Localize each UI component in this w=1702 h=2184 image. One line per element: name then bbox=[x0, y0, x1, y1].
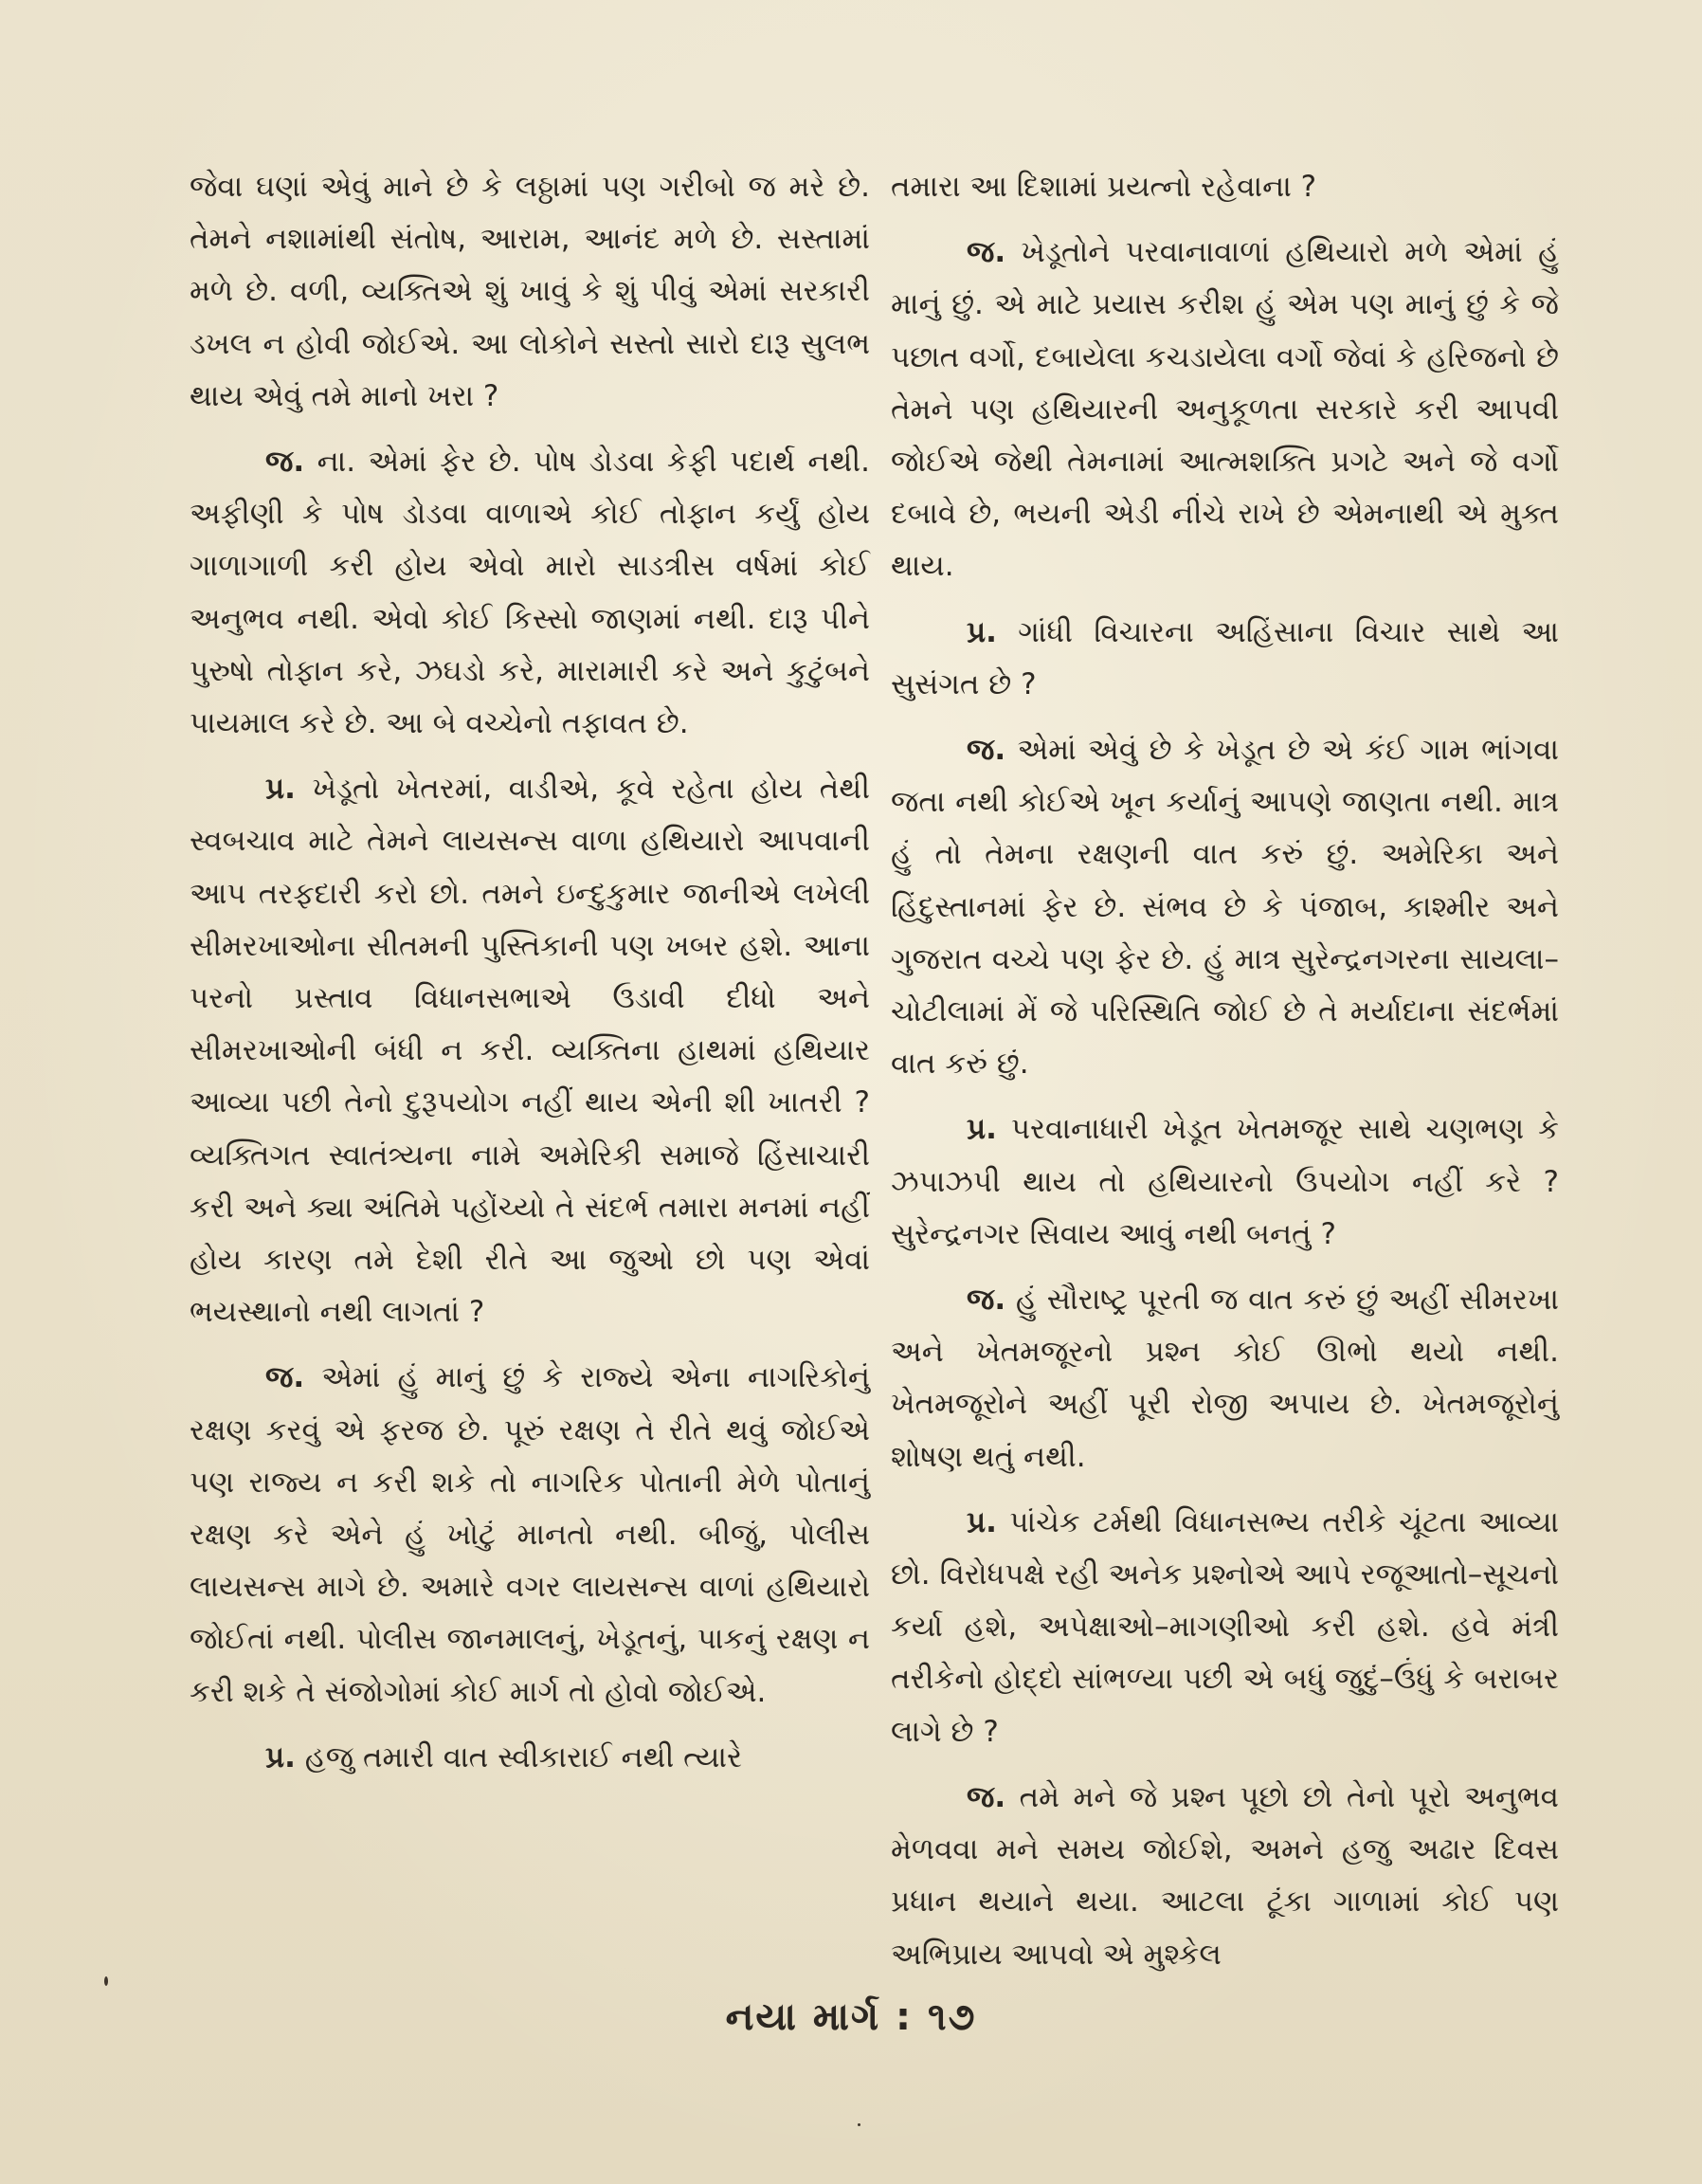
paragraph: પ્ર. હજુ તમારી વાત સ્વીકારાઈ નથી ત્યારે bbox=[265, 1739, 743, 1774]
paragraph: જ. એમાં હું માનું છું કે રાજ્યે એના નાગરિકોનું રક્ષણ કરવું એ ફરજ છે. પૂરું રક્ષણ તે રીતે થવું જોઈએ પણ રાજ્ય ન કરી શકે તો નાગરિક પોતાની મેળે પોતાનું રક્ષણ કરે એને હું ખોટું માનતો નથી. બીજું, પોલીસ લાયસન્સ માગે છે. અમારે વગર લાયસન્સ વાળાં હથિયારો જોઈતાં નથી. પોલીસ જાનમાલનું, ખેડૂતનું, પાકનું રક્ષણ ન કરી શકે તે સંજોગોમાં કોઈ માર્ગ તો હોવો જોઈએ. bbox=[190, 1360, 870, 1709]
paper-speck bbox=[1196, 493, 1199, 496]
right-text-column bbox=[891, 161, 1559, 1981]
paper-speck bbox=[858, 2123, 860, 2126]
question-marker: પ્ર. bbox=[967, 1112, 997, 1147]
paragraph: પ્ર. ખેડૂતો ખેતરમાં, વાડીએ, કૂવે રહેતા હોય તેથી સ્વબચાવ માટે તેમને લાયસન્સ વાળા હથિયારો આપવાની આપ તરફદારી કરો છો. તમને ઇન્દુકુમાર જાનીએ લખેલી સીમરખાઓના સીતમની પુસ્તિકાની પણ ખબર હશે. આના પરનો પ્રસ્તાવ વિધાનસભાએ ઉડાવી દીધો અને સીમરખાઓની બંધી ન કરી. વ્યક્તિના હાથમાં હથિયાર આવ્યા પછી તેનો દુરૂપયોગ નહીં થાય એની શી ખાતરી ? વ્યક્તિગત સ્વાતંત્ર્યના નામે અમેરિકી સમાજે હિંસાચારી કરી અને ક્યા અંતિમે પહોંચ્યો તે સંદર્ભ તમારા મનમાં નહીં હોય કારણ તમે દેશી રીતે આ જુઓ છો પણ એવાં ભયસ્થાનો નથી લાગતાં ? bbox=[190, 772, 871, 1330]
question-marker: પ્ર. bbox=[967, 1504, 997, 1539]
answer-marker: જ. bbox=[265, 1360, 305, 1395]
answer-marker: જ. bbox=[265, 445, 305, 480]
page-footer: નયા માર્ગ : ૧૭ bbox=[725, 1995, 977, 2039]
paragraph: જેવા ઘણાં એવું માને છે કે લઠ્ઠામાં પણ ગરીબો જ મરે છે. તેમને નશામાંથી સંતોષ, આરામ, આનંદ મળે છે. સસ્તામાં મળે છે. વળી, વ્યક્તિએ શું ખાવું કે શું પીવું એમાં સરકારી ડખલ ન હોવી જોઈએ. આ લોકોને સસ્તો સારો દારૂ સુલભ થાય એવું તમે માનો ખરા ? bbox=[190, 170, 870, 413]
question-marker: પ્ર. bbox=[265, 772, 296, 807]
paragraph: જ. ના. એમાં ફેર છે. પોષ ડોડવા કેફી પદાર્થ નથી. અફીણી કે પોષ ડોડવા વાળાએ કોઈ તોફાન કર્યું હોય ગાળાગાળી કરી હોય એવો મારો સાડત્રીસ વર્ષમાં કોઈ અનુભવ નથી. એવો કોઈ કિસ્સો જાણમાં નથી. દારૂ પીને પુરુષો તોફાન કરે, ઝઘડો કરે, મારામારી કરે અને કુટુંબને પાયમાલ કરે છે. આ બે વચ્ચેનો તફાવત છે. bbox=[190, 445, 871, 741]
paragraph: પ્ર. ગાંધી વિચારના અહિંસાના વિચાર સાથે આ સુસંગત છે ? bbox=[891, 614, 1559, 701]
question-marker: પ્ર. bbox=[265, 1739, 296, 1774]
paragraph: જ. હું સૌરાષ્ટ્ર પૂરતી જ વાત કરું છું અહીં સીમરખા અને ખેતમજૂરનો પ્રશ્ન કોઈ ઊભો થયો નથી. ખેતમજૂરોને અહીં પૂરી રોજી અપાય છે. ખેતમજૂરોનું શોષણ થતું નથી. bbox=[891, 1283, 1560, 1474]
paper-speck bbox=[104, 1976, 108, 1986]
left-text-column bbox=[190, 161, 870, 1784]
answer-marker: જ. bbox=[967, 733, 1006, 768]
paragraph: જ. એમાં એવું છે કે ખેડૂત છે એ કંઈ ગામ ભાંગવા જતા નથી કોઈએ ખૂન કર્યાનું આપણે જાણતા નથી. માત્ર હું તો તેમના રક્ષણની વાત કરું છું. અમેરિકા અને હિંદુસ્તાનમાં ફેર છે. સંભવ છે કે પંજાબ, કાશ્મીર અને ગુજરાત વચ્ચે પણ ફેર છે. હું માત્ર સુરેન્દ્રનગરના સાયલા–ચોટીલામાં મેં જે પરિસ્થિતિ જોઈ છે તે મર્યાદાના સંદર્ભમાં વાત કરું છું. bbox=[891, 733, 1560, 1082]
answer-marker: જ. bbox=[967, 1283, 1006, 1318]
answer-marker: જ. bbox=[967, 235, 1006, 270]
paragraph: તમારા આ દિશામાં પ્રયત્નો રહેવાના ? bbox=[891, 170, 1317, 204]
paragraph: પ્ર. પરવાનાધારી ખેડૂત ખેતમજૂર સાથે ચણભણ કે ઝપાઝપી થાય તો હથિયારનો ઉપયોગ નહીં કરે ? સુરેન્દ્રનગર સિવાય આવું નથી બનતું ? bbox=[891, 1112, 1559, 1251]
paragraph: જ. ખેડૂતોને પરવાનાવાળાં હથિયારો મળે એમાં હું માનું છું. એ માટે પ્રયાસ કરીશ હું એમ પણ માનું છું કે જે પછાત વર્ગો, દબાયેલા કચડાયેલા વર્ગો જેવાં કે હરિજનો છે તેમને પણ હથિયારની અનુકૂળતા સરકારે કરી આપવી જોઈએ જેથી તેમનામાં આત્મશક્તિ પ્રગટે અને જે વર્ગો દબાવે છે, ભયની એડી નીચે રાખે છે એમનાથી એ મુક્ત થાય. bbox=[891, 235, 1559, 584]
paragraph: પ્ર. પાંચેક ટર્મથી વિધાનસભ્ય તરીકે ચૂંટતા આવ્યા છો. વિરોધપક્ષે રહી અનેક પ્રશ્નોએ આપે રજૂઆતો–સૂચનો કર્યા હશે, અપેક્ષાઓ–માગણીઓ કરી હશે. હવે મંત્રી તરીકેનો હોદ્દો સાંભળ્યા પછી એ બધું જુદું–ઉંધું કે બરાબર લાગે છે ? bbox=[891, 1504, 1559, 1749]
paragraph: જ. તમે મને જે પ્રશ્ન પૂછો છો તેનો પૂરો અનુભવ મેળવવા મને સમય જોઈશે, અમને હજુ અઢાર દિવસ પ્રધાન થયાને થયા. આટલા ટૂંકા ગાળામાં કોઈ પણ અભિપ્રાય આપવો એ મુશ્કેલ bbox=[891, 1779, 1559, 1972]
answer-marker: જ. bbox=[967, 1779, 1006, 1814]
question-marker: પ્ર. bbox=[967, 614, 997, 649]
